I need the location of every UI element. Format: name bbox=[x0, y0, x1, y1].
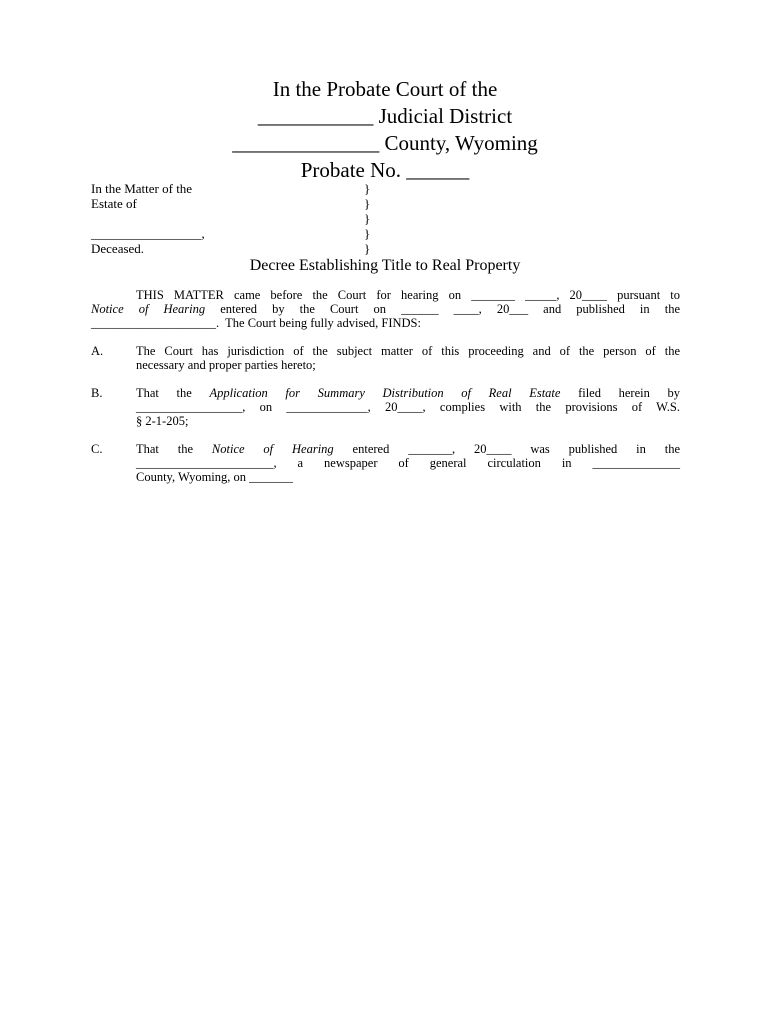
application-title-italic: Application for Summary Distribution of Real Estate bbox=[209, 386, 561, 400]
county-line: ______________ County, Wyoming bbox=[232, 131, 538, 155]
finding-b-pre: That the bbox=[136, 386, 210, 400]
finding-c-pre: That the bbox=[136, 442, 212, 456]
caption-brace: } bbox=[364, 226, 371, 241]
judicial-district-line: ___________ Judicial District bbox=[257, 104, 513, 128]
finding-b-post: filed herein by bbox=[560, 386, 680, 400]
finding-a-line-2: necessary and proper parties hereto; bbox=[136, 358, 316, 372]
finding-b-letter: B. bbox=[91, 386, 103, 400]
caption-brace: } bbox=[364, 196, 371, 211]
intro-line-3: ____________________. The Court being fully advised, FINDS: bbox=[91, 316, 421, 330]
intro-line-1: THIS MATTER came before the Court for hearing on _______ _____, 20____ pursuant to bbox=[136, 288, 680, 302]
caption-deceased: Deceased. bbox=[91, 241, 145, 256]
finding-a-line-1: The Court has jurisdiction of the subject matter of this proceeding and of the person of the bbox=[136, 344, 680, 358]
caption-brace: } bbox=[364, 241, 371, 256]
finding-b-line-1 bbox=[136, 386, 680, 401]
finding-b-line-3: § 2-1-205; bbox=[136, 414, 189, 428]
caption-estate-of: Estate of bbox=[91, 196, 137, 211]
court-title: In the Probate Court of the bbox=[272, 77, 498, 101]
decree-title: Decree Establishing Title to Real Property bbox=[249, 257, 521, 274]
finding-b-line-2: _________________, on _____________, 20____, complies with the provisions of W.S. bbox=[136, 400, 680, 414]
caption-matter-of: In the Matter of the bbox=[91, 181, 193, 196]
finding-c-line-2: ______________________, a newspaper of general circulation in ______________ bbox=[136, 456, 680, 470]
intro-line-2-rest: entered by the Court on ______ ____, 20___ and published in the bbox=[205, 302, 680, 316]
finding-c-line-3: County, Wyoming, on _______ bbox=[136, 470, 293, 484]
notice-of-hearing-italic: Notice of Hearing bbox=[211, 442, 334, 456]
caption-brace: } bbox=[364, 181, 371, 196]
intro-line-2 bbox=[91, 302, 680, 317]
probate-number-line: Probate No. ______ bbox=[300, 158, 470, 182]
finding-c-letter: C. bbox=[91, 442, 103, 456]
finding-c-line-1 bbox=[136, 442, 680, 457]
finding-a-letter: A. bbox=[91, 344, 104, 358]
notice-of-hearing-italic: Notice of Hearing bbox=[91, 302, 206, 316]
caption-brace: } bbox=[364, 211, 371, 226]
finding-c-post: entered _______, 20____ was published in the bbox=[333, 442, 680, 456]
caption-decedent-name-blank: _________________, bbox=[91, 226, 205, 241]
